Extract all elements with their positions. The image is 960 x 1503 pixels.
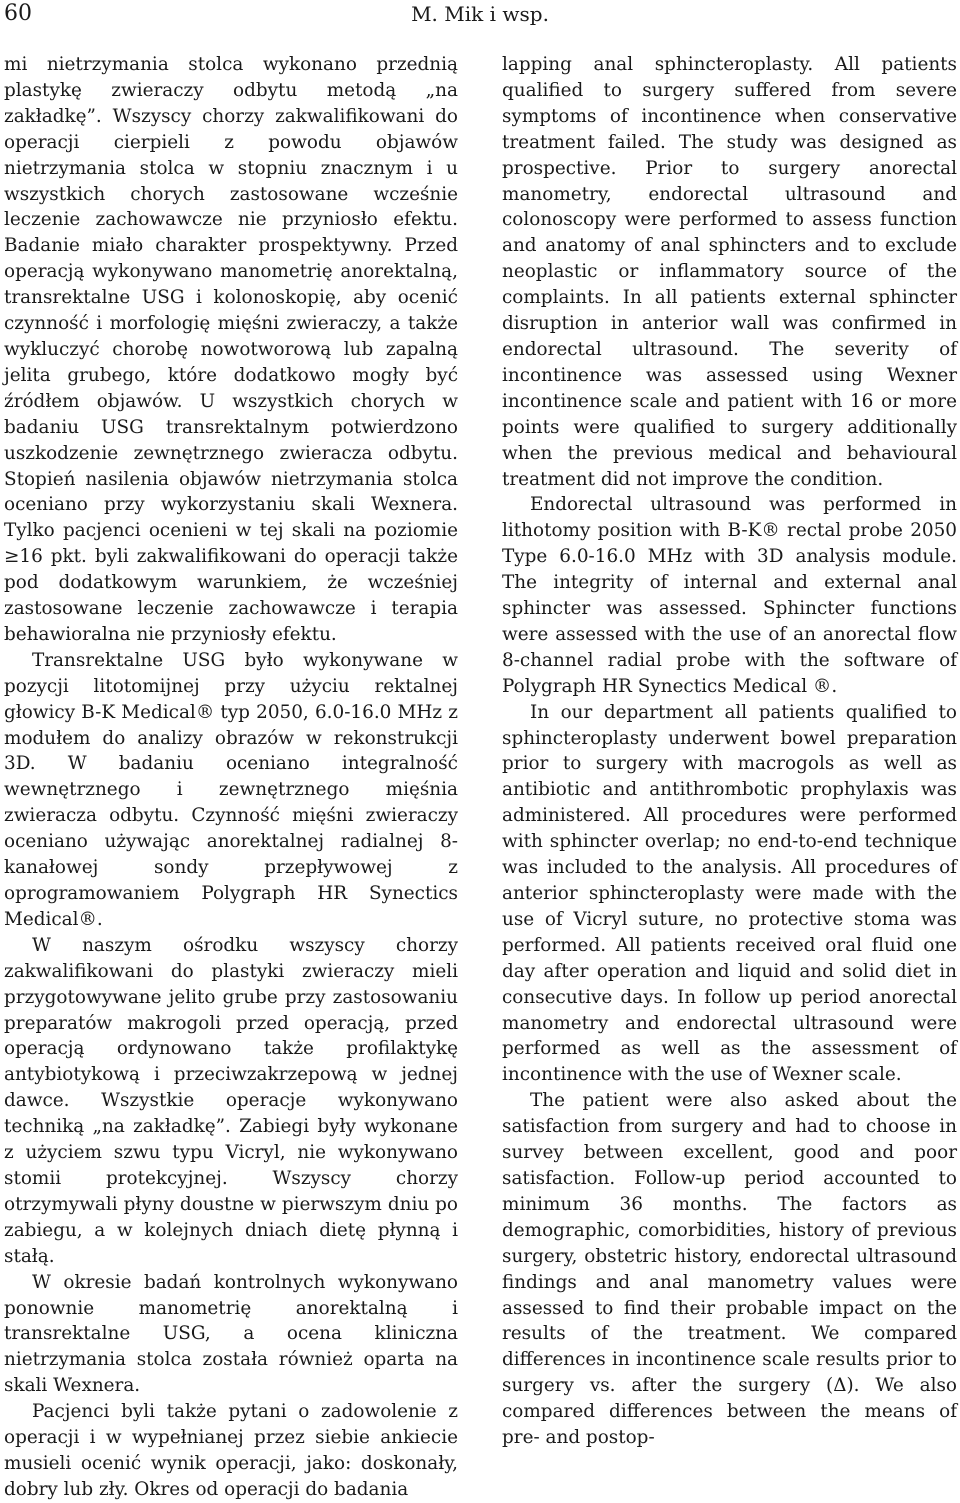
paragraph: W naszym ośrodku wszyscy chorzy zakwalifikowani do plastyki zwieraczy mieli przygotowywane jelito grube przy zastosowaniu preparatów makrogoli przed operacją, przed operacją ordynowano także profilaktykę antybiotykową i przeciwzakrzepową w jednej dawce. Wszystkie operacje wykonywano techniką „na zakładkę”. Zabiegi były wykonane z użyciem szwu typu Vicryl, nie wykonywano stomii protekcyjnej. Wszyscy chorzy otrzymywali płyny doustne w pierwszym dniu po zabiegu, a w kolejnych dniach dietę płynną i stałą. — [4, 934, 458, 1267]
paragraph: Endorectal ultrasound was performed in lithotomy position with B-K® rectal probe 2050 Type 6.0-16.0 MHz with 3D analysis module. The integrity of internal and external anal sphincter was assessed. Sphincter functions were assessed with the use of an anorectal flow 8-channel radial probe with the software of Polygraph HR Synectics Medical ®. — [502, 494, 957, 697]
paragraph: Transrektalne USG było wykonywane w pozycji litotomijnej przy użyciu rektalnej głowicy B-K Medical® typ 2050, 6.0-16.0 MHz z modułem do analizy obrazów w rekonstrukcji 3D. W badaniu oceniano integralność wewnętrznego i zewnętrznego mięśnia zwieracza odbytu. Czynność mięśni zwieraczy oceniano używając anorektalnej radialnej 8-kanałowej sondy przepływowej z oprogramowaniem Polygraph HR Synectics Medical®. — [4, 649, 458, 930]
paragraph: lapping anal sphincteroplasty. All patients qualified to surgery suffered from severe symptoms of incontinence when conservative treatment failed. The study was designed as prospective. Prior to surgery anorectal manometry, endorectal ultrasound and colonoscopy were performed to assess function and anatomy of anal sphincters and to exclude neoplastic or inflammatory source of the complaints. In all patients external sphincter disruption in anterior wall was confirmed in endorectal ultrasound. The severity of incontinence was assessed using Wexner incontinence scale and patient with 16 or more points were qualified to surgery additionally when the previous medical and behavioural treatment did not improve the condition. — [502, 54, 957, 490]
left-column-polish-text — [4, 52, 458, 1503]
paragraph: mi nietrzymania stolca wykonano przednią plastykę zwieraczy odbytu metodą „na zakładkę”. Wszyscy chorzy zakwalifikowani do operacji cierpieli z powodu objawów nietrzymania stolca w stopniu znacznym i u wszystkich chorych zastosowane wcześnie leczenie zachowawcze nie przyniosło efektu. Badanie miało charakter prospektywny. Przed operacją wykonywano manometrię anorektalną, transrektalne USG i kolonoskopię, aby ocenić czynność i morfologię mięśni zwieraczy, a także wykluczyć chorobę nowotworową lub zapalną jelita grubego, które dodatkowo mogły być źródłem objawów. U wszystkich chorych w badaniu USG transrektalnym potwierdzono uszkodzenie zewnętrznego zwieracza odbytu. Stopień nasilenia objawów nietrzymania stolca oceniano przy wykorzystaniu skali Wexnera. Tylko pacjenci ocenieni w tej skali na poziomie ≥16 pkt. byli zakwalifikowani do operacji także pod dodatkowym warunkiem, że wcześniej zastosowane leczenie zachowawcze i terapia behawioralna nie przyniosły efektu. — [4, 54, 458, 645]
paragraph: In our department all patients qualified to sphincteroplasty underwent bowel preparation prior to surgery with macrogols as well as antibiotic and antithrombotic prophylaxis was administered. All procedures were performed with sphincter overlap; no end-to-end technique was included to the analysis. All procedures of anterior sphincteroplasty were made with the use of Vicryl suture, no protective stoma was performed. All patients received oral fluid one day after operation and liquid and solid diet in consecutive days. In follow up period anorectal manometry and endorectal ultrasound were performed as well as the assessment of incontinence with the use of Wexner scale. — [502, 701, 957, 1086]
paragraph: The patient were also asked about the satisfaction from surgery and had to choose in survey between excellent, good and poor satisfaction. Follow-up period accounted to minimum 36 months. The factors as demographic, comorbidities, history of previous surgery, obstetric history, endorectal ultrasound findings and anal manometry values were assessed to find their probable impact on the results of the treatment. We compared differences in incontinence scale results prior to surgery vs. after the surgery (Δ). We also compared differences between the means of pre- and postop- — [502, 1090, 957, 1449]
right-column-english-text — [502, 52, 957, 1451]
paragraph: Pacjenci byli także pytani o zadowolenie z operacji i w wypełnianej przez siebie ankiecie musieli ocenić wynik operacji, jako: doskonały, dobry lub zły. Okres od operacji do badania — [4, 1401, 458, 1500]
page-number: 60 — [4, 1, 32, 26]
running-head: M. Mik i wsp. — [411, 2, 549, 26]
paragraph: W okresie badań kontrolnych wykonywano ponownie manometrię anorektalną i transrektalne USG, a ocena kliniczna nietrzymania stolca została również oparta na skali Wexnera. — [4, 1271, 458, 1397]
page-header — [0, 0, 960, 34]
